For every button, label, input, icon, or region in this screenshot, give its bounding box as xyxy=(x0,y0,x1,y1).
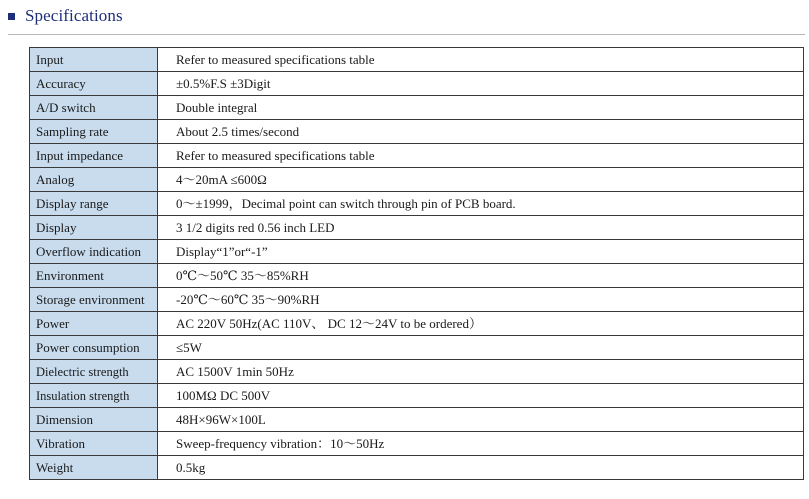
section-heading xyxy=(8,4,123,28)
spec-label: Input impedance xyxy=(30,144,158,168)
spec-label: Vibration xyxy=(30,432,158,456)
table-row xyxy=(30,72,804,96)
spec-value: Refer to measured specifications table xyxy=(158,144,804,168)
table-row xyxy=(30,312,804,336)
spec-label: Dimension xyxy=(30,408,158,432)
spec-label: Sampling rate xyxy=(30,120,158,144)
table-row xyxy=(30,120,804,144)
table-row xyxy=(30,216,804,240)
spec-label: Analog xyxy=(30,168,158,192)
table-row xyxy=(30,360,804,384)
spec-label: Environment xyxy=(30,264,158,288)
table-row xyxy=(30,432,804,456)
spec-label: Dielectric strength xyxy=(30,360,158,384)
table-row xyxy=(30,240,804,264)
table-row xyxy=(30,96,804,120)
spec-label: Power xyxy=(30,312,158,336)
table-row xyxy=(30,456,804,480)
spec-value: ≤5W xyxy=(158,336,804,360)
spec-value: 0～±1999，Decimal point can switch through pin of PCB board. xyxy=(158,192,804,216)
table-row xyxy=(30,384,804,408)
table-row xyxy=(30,336,804,360)
heading-divider xyxy=(8,34,805,35)
spec-value: Sweep-frequency vibration：10～50Hz xyxy=(158,432,804,456)
spec-label: Accuracy xyxy=(30,72,158,96)
table-row xyxy=(30,408,804,432)
spec-label: Display xyxy=(30,216,158,240)
spec-value: Refer to measured specifications table xyxy=(158,48,804,72)
spec-value: 4～20mA ≤600Ω xyxy=(158,168,804,192)
spec-label: Weight xyxy=(30,456,158,480)
spec-value: 48H×96W×100L xyxy=(158,408,804,432)
spec-label: A/D switch xyxy=(30,96,158,120)
table-row xyxy=(30,168,804,192)
spec-value: AC 1500V 1min 50Hz xyxy=(158,360,804,384)
spec-value: Double integral xyxy=(158,96,804,120)
spec-label: Insulation strength xyxy=(30,384,158,408)
spec-label: Display range xyxy=(30,192,158,216)
table-row xyxy=(30,192,804,216)
spec-value: -20℃～60℃ 35～90%RH xyxy=(158,288,804,312)
spec-value: 0℃～50℃ 35～85%RH xyxy=(158,264,804,288)
spec-value: 100MΩ DC 500V xyxy=(158,384,804,408)
table-row xyxy=(30,48,804,72)
spec-label: Storage environment xyxy=(30,288,158,312)
square-bullet-icon xyxy=(8,13,15,20)
spec-label: Power consumption xyxy=(30,336,158,360)
spec-value: About 2.5 times/second xyxy=(158,120,804,144)
table-row xyxy=(30,264,804,288)
spec-value: AC 220V 50Hz(AC 110V、 DC 12～24V to be ordered） xyxy=(158,312,804,336)
table-row xyxy=(30,144,804,168)
spec-value: Display“1”or“-1” xyxy=(158,240,804,264)
table-row xyxy=(30,288,804,312)
spec-value: 3 1/2 digits red 0.56 inch LED xyxy=(158,216,804,240)
spec-label: Overflow indication xyxy=(30,240,158,264)
spec-label: Input xyxy=(30,48,158,72)
specifications-table xyxy=(29,47,804,480)
spec-value: 0.5kg xyxy=(158,456,804,480)
section-title: Specifications xyxy=(25,6,123,25)
spec-value: ±0.5%F.S ±3Digit xyxy=(158,72,804,96)
